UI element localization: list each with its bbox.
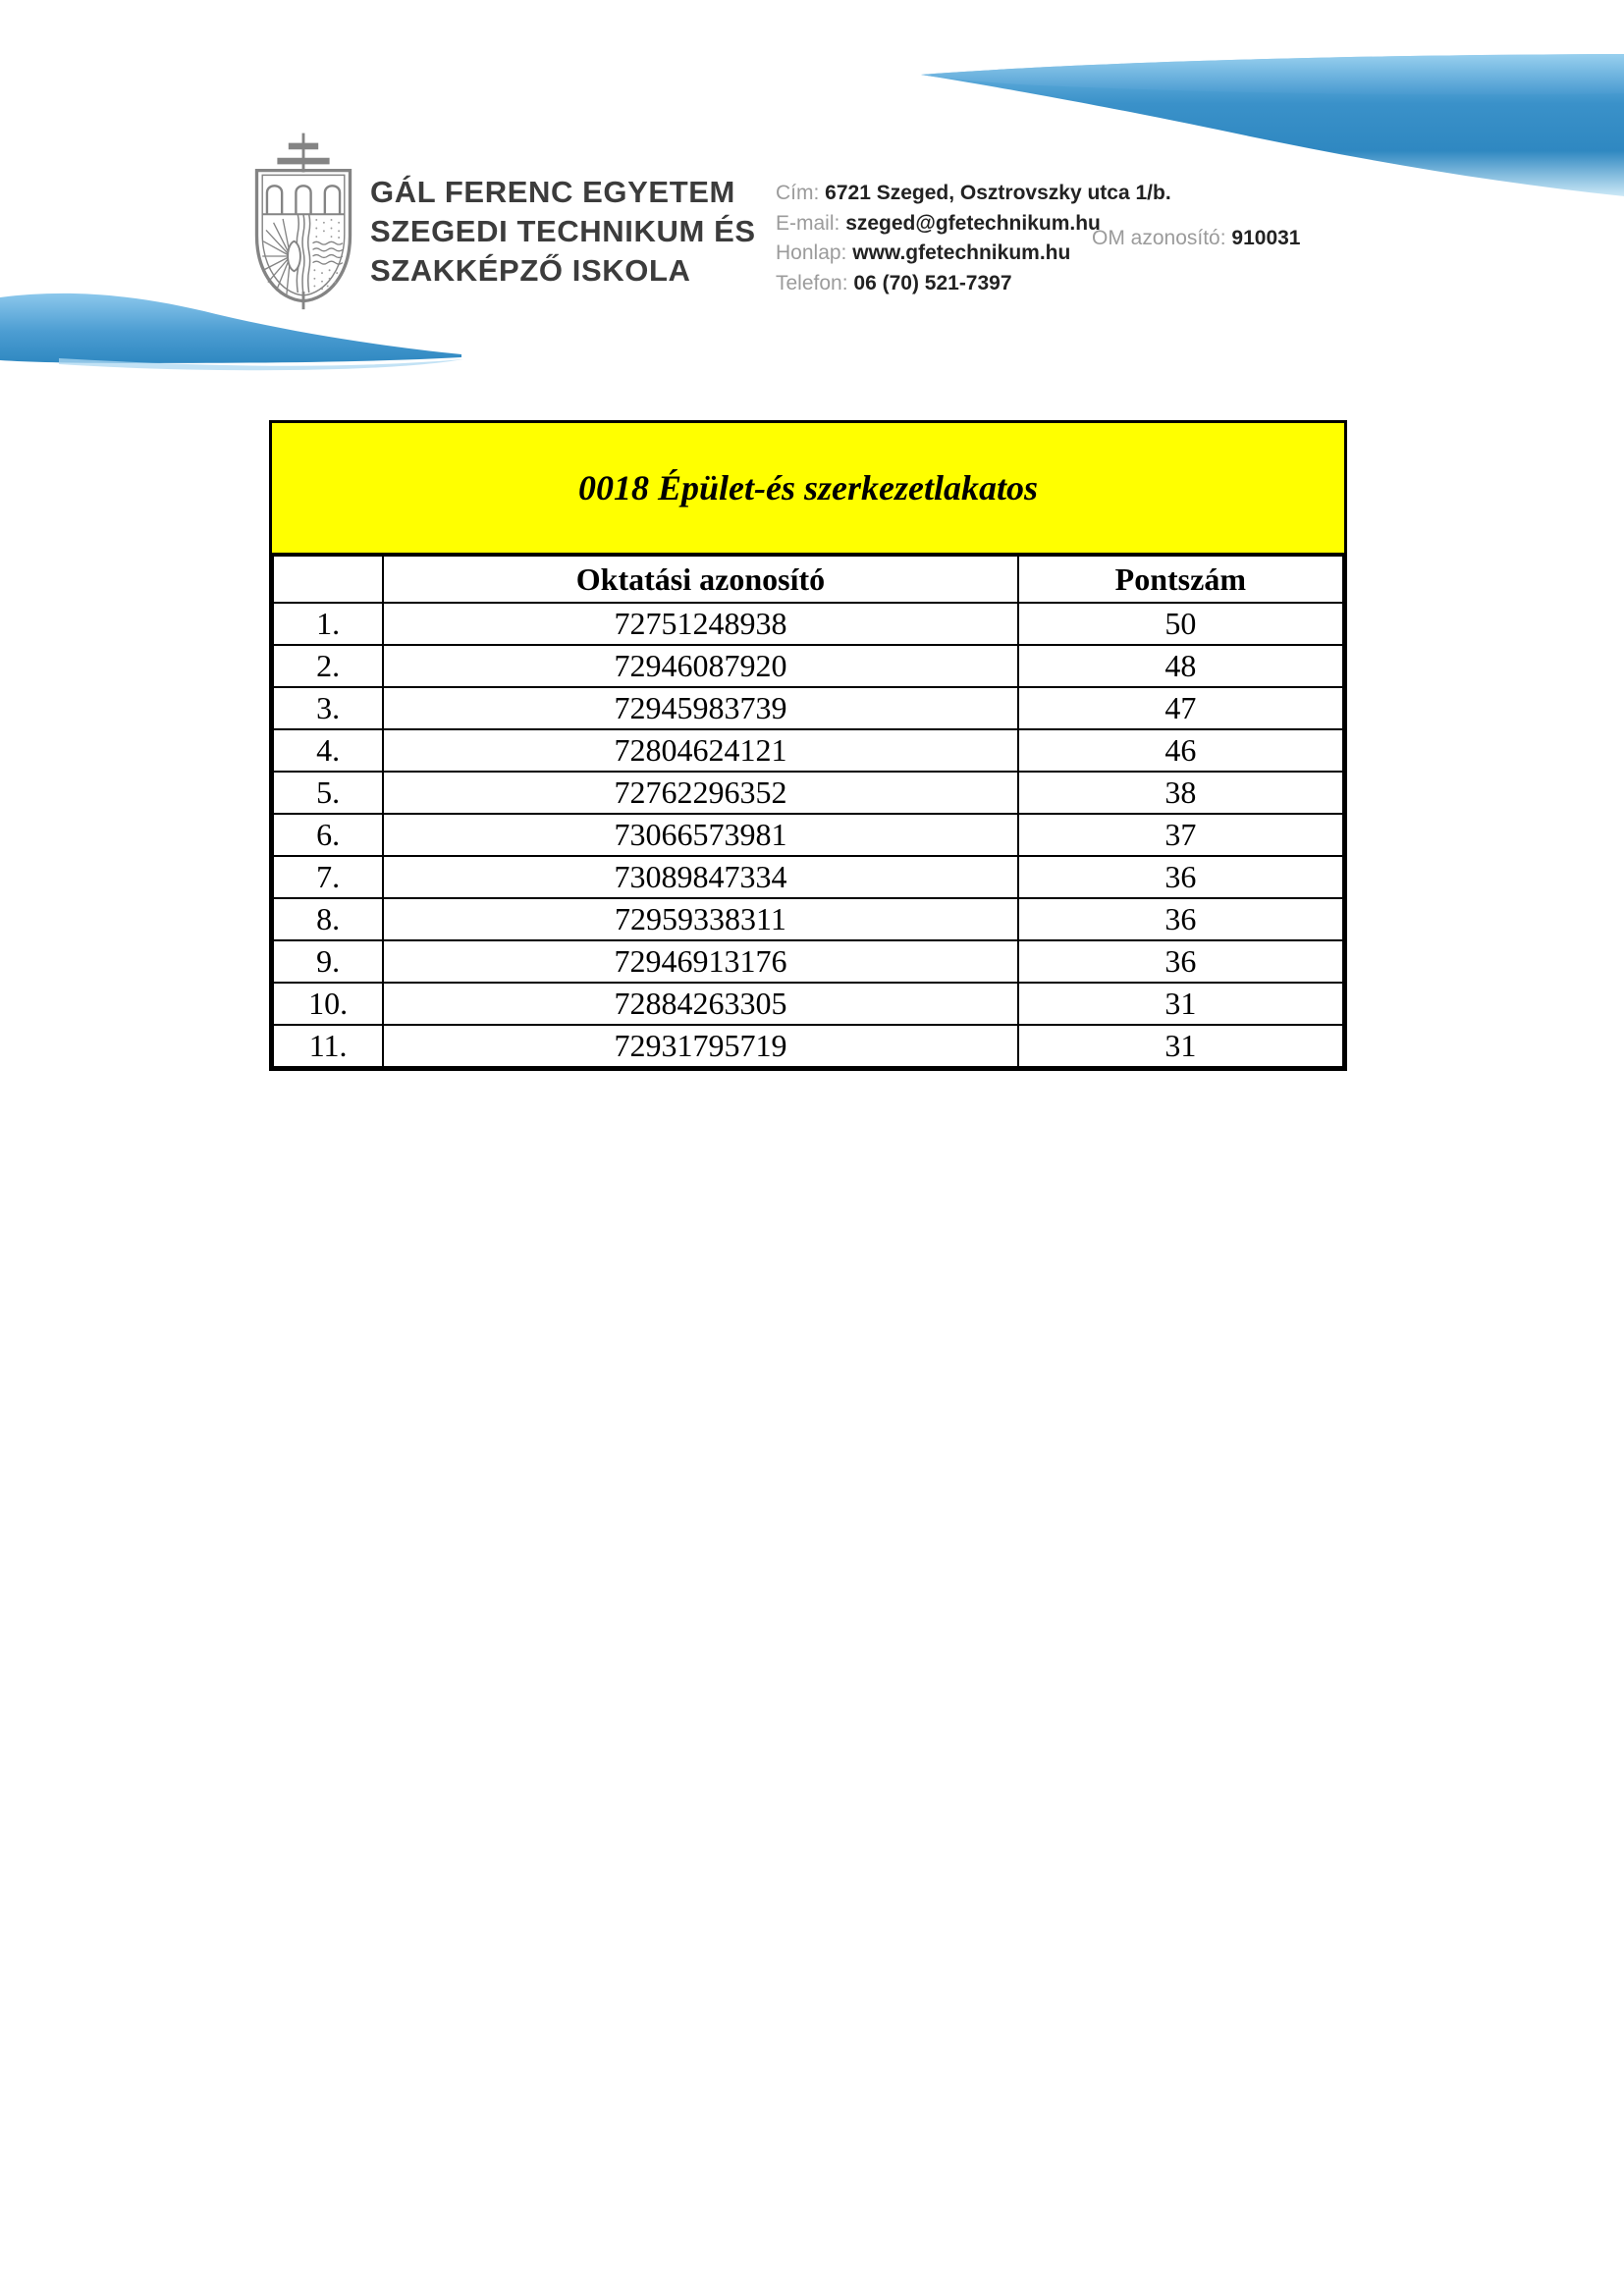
phone-label: Telefon: [776,271,848,294]
id-header-cell: Oktatási azonosító [383,556,1017,603]
rank-cell: 11. [273,1025,383,1067]
rank-cell: 9. [273,940,383,983]
address-label: Cím: [776,182,820,204]
points-cell: 36 [1018,940,1343,983]
table-row [273,645,1343,687]
scores-table [272,555,1344,1068]
contact-address [776,179,1171,209]
points-cell: 37 [1018,814,1343,856]
results-table-container [269,420,1347,1071]
id-cell: 73089847334 [383,856,1017,898]
table-row [273,729,1343,772]
rank-cell: 3. [273,687,383,729]
school-name-line1: GÁL FERENC EGYETEM [370,175,735,209]
email-value: szeged@gfetechnikum.hu [845,211,1101,235]
rank-cell: 7. [273,856,383,898]
points-cell: 48 [1018,645,1343,687]
id-cell: 72946913176 [383,940,1017,983]
table-header-row [273,556,1343,603]
contact-phone [776,269,1171,299]
table-row [273,940,1343,983]
id-cell: 72931795719 [383,1025,1017,1067]
points-cell: 46 [1018,729,1343,772]
points-cell: 36 [1018,856,1343,898]
points-cell: 38 [1018,772,1343,814]
program-title: 0018 Épület-és szerkezetlakatos [578,468,1038,507]
table-row [273,814,1343,856]
id-cell: 72751248938 [383,603,1017,645]
id-cell: 73066573981 [383,814,1017,856]
id-cell: 72946087920 [383,645,1017,687]
om-label: OM azonosító: [1092,227,1226,249]
rank-cell: 5. [273,772,383,814]
points-cell: 31 [1018,983,1343,1025]
om-value: 910031 [1231,227,1301,249]
table-row [273,772,1343,814]
rank-cell: 6. [273,814,383,856]
id-cell: 72762296352 [383,772,1017,814]
points-cell: 31 [1018,1025,1343,1067]
id-cell: 72804624121 [383,729,1017,772]
table-row [273,983,1343,1025]
points-cell: 36 [1018,898,1343,940]
rank-cell: 2. [273,645,383,687]
website-label: Honlap: [776,241,847,264]
school-name [370,173,756,291]
points-header-cell: Pontszám [1018,556,1343,603]
om-id-line [1092,227,1300,250]
table-row [273,603,1343,645]
table-row [273,856,1343,898]
points-cell: 50 [1018,603,1343,645]
table-row [273,687,1343,729]
school-crest-icon [247,126,359,312]
rank-header-cell [273,556,383,603]
rank-cell: 1. [273,603,383,645]
website-value: www.gfetechnikum.hu [852,241,1071,264]
rank-cell: 10. [273,983,383,1025]
rank-cell: 8. [273,898,383,940]
rank-cell: 4. [273,729,383,772]
id-cell: 72959338311 [383,898,1017,940]
email-label: E-mail: [776,211,840,235]
table-row [273,898,1343,940]
phone-value: 06 (70) 521-7397 [853,271,1012,294]
table-row [273,1025,1343,1067]
points-cell: 47 [1018,687,1343,729]
school-name-line2: SZEGEDI TECHNIKUM ÉS [370,214,756,248]
id-cell: 72884263305 [383,983,1017,1025]
id-cell: 72945983739 [383,687,1017,729]
program-title-band [272,423,1344,555]
address-value: 6721 Szeged, Osztrovszky utca 1/b. [825,182,1171,204]
school-name-line3: SZAKKÉPZŐ ISKOLA [370,253,691,288]
